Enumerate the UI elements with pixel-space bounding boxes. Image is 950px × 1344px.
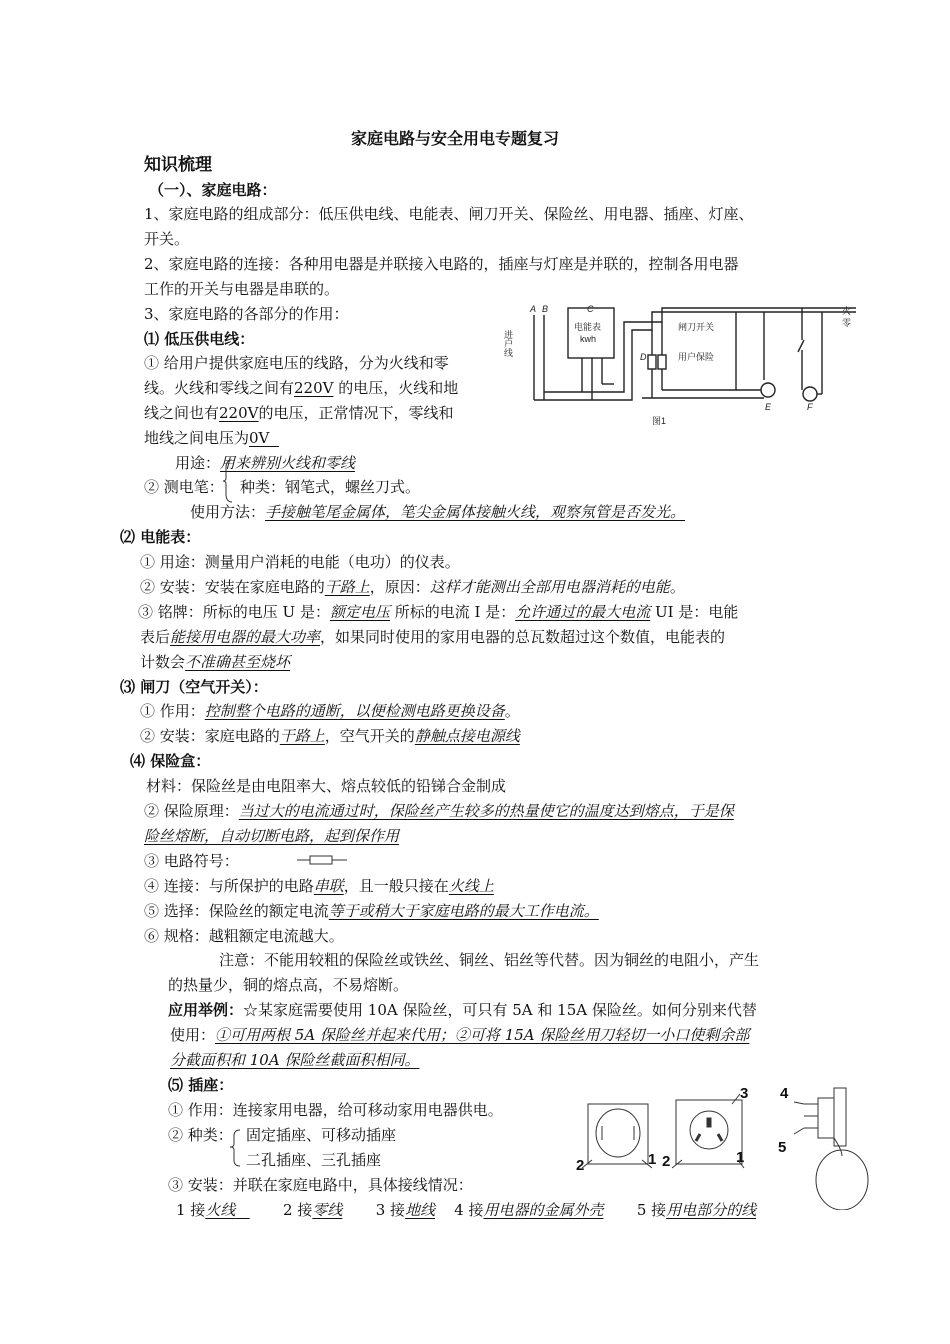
paragraph: ④ 连接：与所保护的电路串联，且一般只接在火线上 <box>144 877 494 895</box>
paragraph: 使用：①可用两根 5A 保险丝并起来代用；②可将 15A 保险丝用刀轻切一小口使剩余部 <box>170 1026 750 1044</box>
label-a: A <box>530 304 537 314</box>
paragraph: ③ 安装：并联在家庭电路中，具体接线情况： <box>168 1176 473 1194</box>
pin-label: 2 <box>662 1153 671 1170</box>
figure-caption: 图1 <box>652 416 667 426</box>
label-meter: 电能表 <box>574 322 602 332</box>
paragraph: 工作的开关与电器是串联的。 <box>144 280 340 298</box>
paragraph: 1、家庭电路的组成部分：低压供电线、电能表、闸刀开关、保险丝、用电器、插座、灯座、 <box>144 205 754 223</box>
pin-label: 3 <box>740 1085 749 1102</box>
pin-label: 1 <box>736 1149 745 1166</box>
circuit-diagram <box>502 300 862 430</box>
label-d: D <box>640 352 647 362</box>
brace-icon <box>228 1128 242 1168</box>
tester-method: 使用方法：手接触笔尾金属体，笔尖金属体接触火线，观察氖管是否发光。 <box>190 503 686 521</box>
paragraph: ③ 电路符号： <box>144 852 239 870</box>
socket-kind-2: 二孔插座、三孔插座 <box>246 1151 382 1169</box>
brace-icon <box>222 458 234 504</box>
paragraph: 应用举例：☆某家庭需要使用 10A 保险丝，可只有 5A 和 15A 保险丝。如何分别来代替 <box>168 1001 757 1019</box>
paragraph: ⑥ 规格：越粗额定电流越大。 <box>144 927 344 945</box>
subsection-title-knife: ⑶ 闸刀（空气开关）： <box>120 678 268 696</box>
label-knife: 闸刀开关 <box>678 322 715 332</box>
paragraph: 计数会不准确甚至烧坏 <box>140 653 291 671</box>
label-fire: 火 <box>842 306 852 316</box>
paragraph: ① 作用：连接家用电器，给可移动家用电器供电。 <box>168 1101 503 1119</box>
label-f: F <box>807 402 813 412</box>
subsection-title-socket: ⑸ 插座： <box>168 1076 234 1094</box>
paragraph: 地线之间电压为0V <box>144 429 270 447</box>
pin-label: 1 <box>648 1151 657 1168</box>
paragraph: 分截面积和 10A 保险丝截面积相同。 <box>170 1051 420 1069</box>
label-b: B <box>542 304 549 314</box>
tester-use: 用途：用来辨别火线和零线 <box>175 454 356 472</box>
paragraph: ③ 铭牌：所标的电压 U 是：额定电压 所标的电流 I 是：允许通过的最大电流 UI 是：电能 <box>138 603 739 621</box>
subsection-title-meter: ⑵ 电能表： <box>120 528 201 546</box>
paragraph: 注意：不能用较粗的保险丝或铁丝、铜丝、铝丝等代替。因为铜丝的电阻小，产生 <box>219 951 760 969</box>
subsection-title-wire: ⑴ 低压供电线： <box>144 330 255 348</box>
paragraph: ② 种类： <box>168 1126 233 1144</box>
label-entry: 进户线 <box>503 330 513 357</box>
paragraph: ② 安装：家庭电路的干路上，空气开关的静触点接电源线 <box>140 727 520 745</box>
paragraph: 材料：保险丝是由电阻率大、熔点较低的铅锑合金制成 <box>146 777 507 795</box>
socket-kind-1: 固定插座、可移动插座 <box>246 1126 397 1144</box>
pin-label: 2 <box>576 1157 585 1174</box>
paragraph: ② 安装：安装在家庭电路的干路上，原因：这样才能测出全部用电器消耗的电能。 <box>140 578 685 596</box>
label-e: E <box>765 402 772 412</box>
label-fuse: 用户保险 <box>678 352 715 362</box>
fuse-symbol-icon <box>297 854 347 866</box>
paragraph: ⑤ 选择：保险丝的额定电流等于或稍大于家庭电路的最大工作电流。 <box>144 902 599 920</box>
label-zero: 零 <box>842 318 852 328</box>
section-heading: 知识梳理 <box>144 155 212 175</box>
pin-label: 4 <box>780 1085 789 1102</box>
label-c: C <box>587 304 594 314</box>
paragraph: 线。火线和零线之间有220V 的电压，火线和地 <box>144 379 459 397</box>
paragraph: 3、家庭电路的各部分的作用： <box>144 305 349 323</box>
paragraph: 开关。 <box>144 230 190 248</box>
section-title-circuit: （一）、家庭电路： <box>149 181 277 199</box>
paragraph: ② 保险原理：当过大的电流通过时，保险丝产生较多的热量使它的温度达到熔点，于是保 <box>144 802 734 820</box>
tester-kind: 种类：钢笔式，螺丝刀式。 <box>240 478 421 496</box>
paragraph: 的热量少，铜的熔点高，不易熔断。 <box>168 976 409 994</box>
paragraph: 险丝熔断，自动切断电路，起到保作用 <box>144 827 400 845</box>
pin-label: 5 <box>778 1139 787 1156</box>
paragraph: ① 给用户提供家庭电压的线路，分为火线和零 <box>144 354 449 372</box>
paragraph: ① 作用：控制整个电路的通断，以便检测电路更换设备。 <box>140 702 520 720</box>
tester-label: ② 测电笔： <box>144 478 224 496</box>
paragraph: 表后能接用电器的最大功率，如果同时使用的家用电器的总瓦数超过这个数值，电能表的 <box>140 628 726 646</box>
paragraph: 2、家庭电路的连接：各种用电器是并联接入电路的，插座与灯座是并联的，控制各用电器 <box>144 255 739 273</box>
paragraph: ① 用途：测量用户消耗的电能（电功）的仪表。 <box>140 553 460 571</box>
wiring-list: 1 接火线 2 接零线 3 接地线 4 接用电器的金属外壳 5 接用电部分的线 <box>176 1201 757 1219</box>
socket-diagram <box>572 1080 872 1210</box>
label-kwh: kwh <box>580 334 597 344</box>
paragraph: 线之间也有220V的电压，正常情况下，零线和 <box>144 404 454 422</box>
subsection-title-fuse: ⑷ 保险盒： <box>130 752 211 770</box>
page-title: 家庭电路与安全用电专题复习 <box>351 129 560 148</box>
